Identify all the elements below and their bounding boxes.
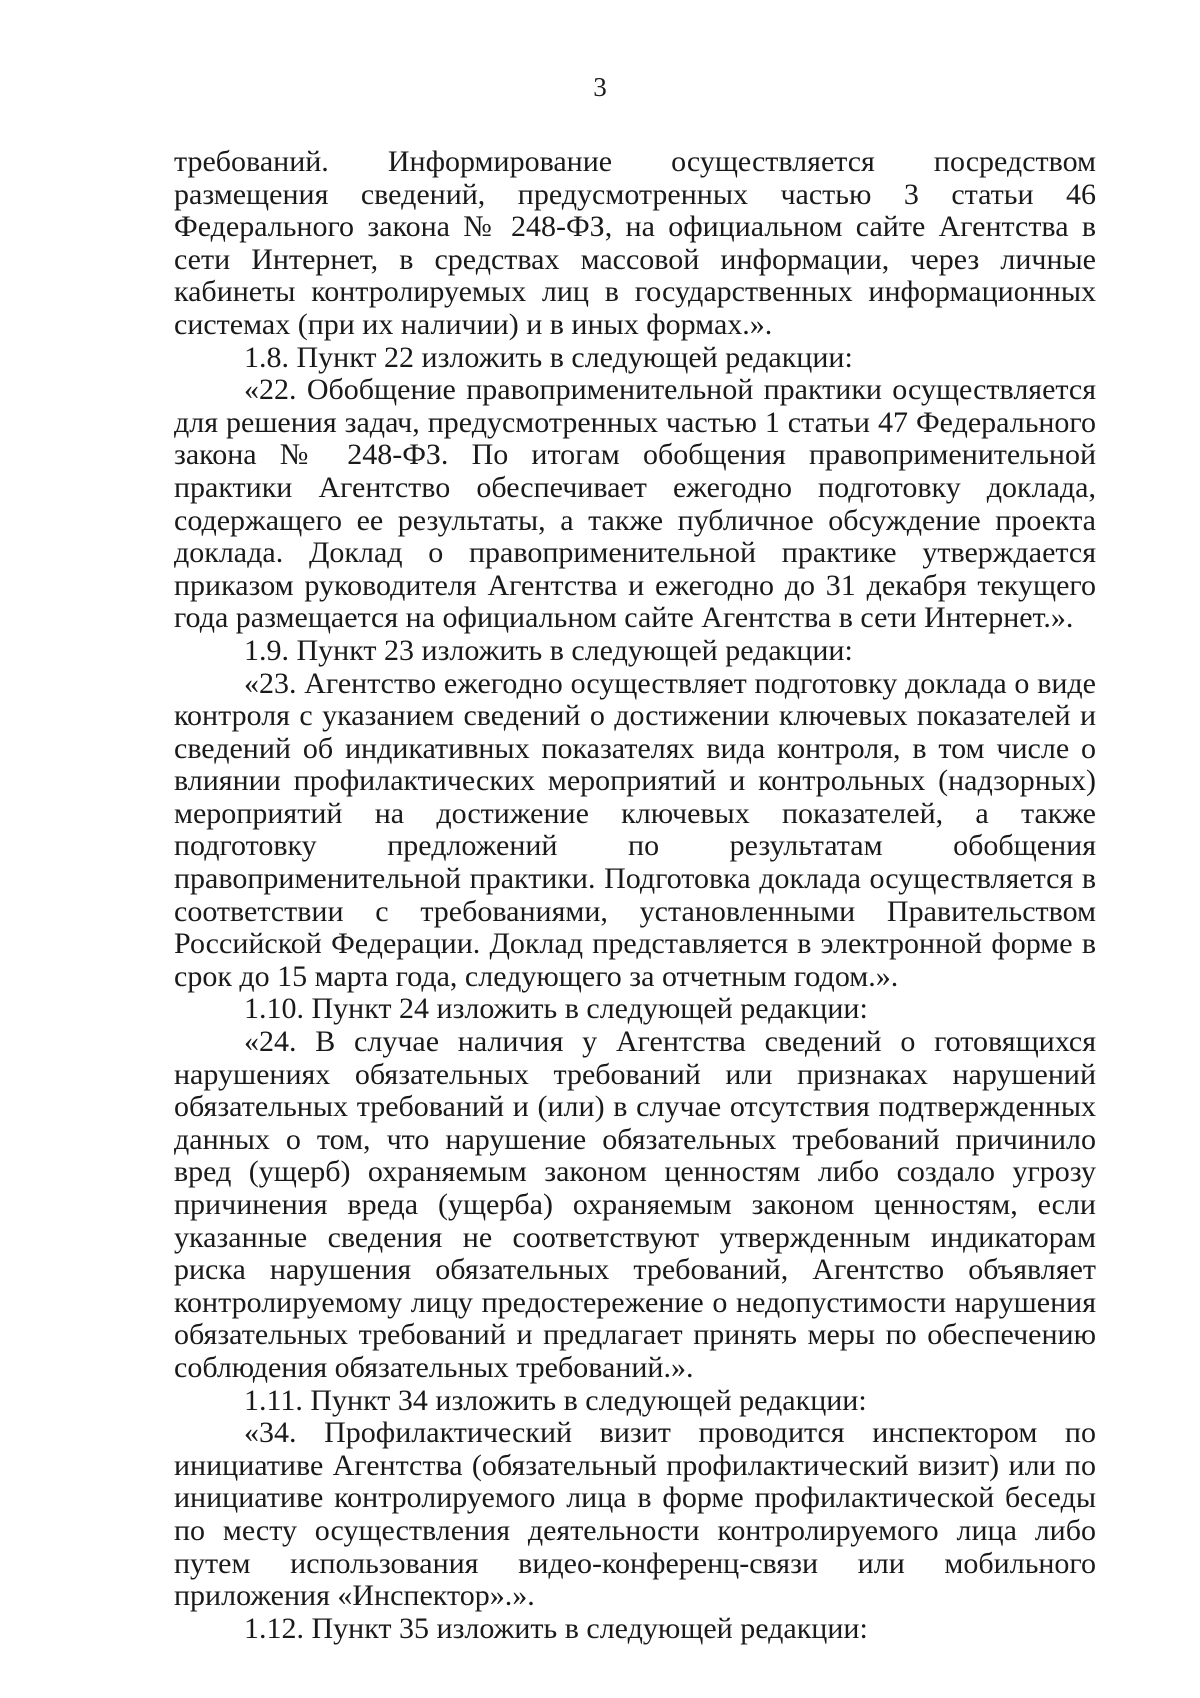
paragraph-clause-23: «23. Агентство ежегодно осуществляет подготовку доклада о виде контроля с указанием сведений о достижении ключевых показателей и сведений об индикативных показателях вида контроля, в том числе о влиянии профилактических мероприятий и контрольных (надзорных) мероприятий на достижение ключевых показателей, а также подготовку предложений по результатам обобщения правоприменительной практики. Подготовка доклада осуществляется в соответствии с требованиями, установленными Правительством Российской Федерации. Доклад представляется в электронной форме в срок до 15 марта года, следующего за отчетным годом.». bbox=[174, 666, 1096, 993]
paragraph-item-1-12: 1.12. Пункт 35 изложить в следующей редакции: bbox=[244, 1611, 868, 1645]
paragraph-item-1-9: 1.9. Пункт 23 изложить в следующей редакции: bbox=[244, 633, 853, 667]
paragraph-item-1-10: 1.10. Пункт 24 изложить в следующей редакции: bbox=[244, 992, 868, 1026]
paragraph-clause-24: «24. В случае наличия у Агентства сведений о готовящихся нарушениях обязательных требований или признаках нарушений обязательных требований и (или) в случае отсутствия подтвержденных данных о том, что нарушение обязательных требований причинило вред (ущерб) охраняемым законом ценностям либо создало угрозу причинения вреда (ущерба) охраняемым законом ценностям, если указанные сведения не соответствуют утвержденным индикаторам риска нарушения обязательных требований, Агентство объявляет контролируемому лицу предостережение о недопустимости нарушения обязательных требований и предлагает принять меры по обеспечению соблюдения обязательных требований.». bbox=[174, 1025, 1096, 1384]
paragraph-item-1-11: 1.11. Пункт 34 изложить в следующей редакции: bbox=[244, 1383, 867, 1417]
paragraph-continuation-requirements: требований. Информирование осуществляется посредством размещения сведений, предусмотренных частью 3 статьи 46 Федерального закона № 248-ФЗ, на официальном сайте Агентства в сети Интернет, в средствах массовой информации, через личные кабинеты контролируемых лиц в государственных информационных системах (при их наличии) и в иных формах.». bbox=[174, 145, 1096, 341]
paragraph-clause-22: «22. Обобщение правоприменительной практики осуществляется для решения задач, предусмотренных частью 1 статьи 47 Федерального закона № 248-ФЗ. По итогам обобщения правоприменительной практики Агентство обеспечивает ежегодно подготовку доклада, содержащего ее результаты, а также публичное обсуждение проекта доклада. Доклад о правоприменительной практике утверждается приказом руководителя Агентства и ежегодно до 31 декабря текущего года размещается на официальном сайте Агентства в сети Интернет.». bbox=[174, 373, 1096, 635]
page-number: 3 bbox=[593, 72, 607, 102]
paragraph-clause-34: «34. Профилактический визит проводится инспектором по инициативе Агентства (обязательный профилактический визит) или по инициативе контролируемого лица в форме профилактической беседы по месту осуществления деятельности контролируемого лица либо путем использования видео-конференц-связи или мобильного приложения «Инспектор».». bbox=[174, 1416, 1096, 1613]
document-body bbox=[174, 146, 1096, 1645]
paragraph-item-1-8: 1.8. Пункт 22 изложить в следующей редакции: bbox=[244, 340, 853, 374]
